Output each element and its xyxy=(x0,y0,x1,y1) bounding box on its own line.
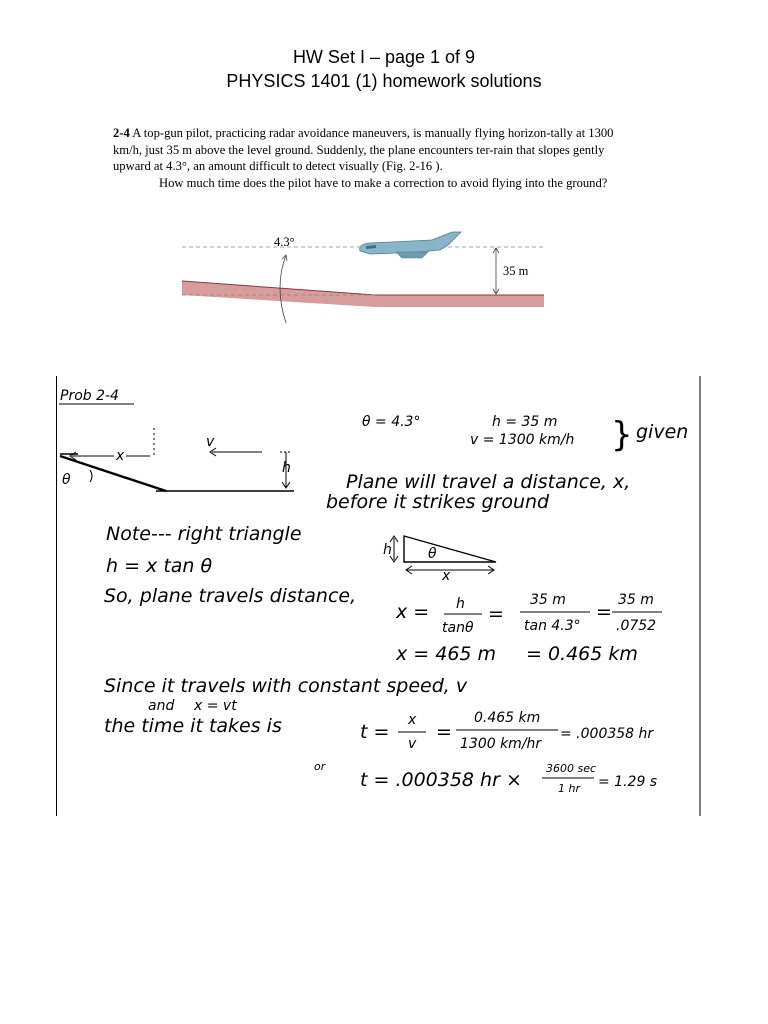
angle-label: 4.3° xyxy=(274,235,295,249)
svg-text:=: = xyxy=(488,603,504,625)
problem-question: How much time does the pilot have to make a correction to avoid flying into the ground? xyxy=(159,175,608,190)
equation-h: h = x tan θ xyxy=(106,555,213,577)
or-text: or xyxy=(314,760,326,773)
sketch-v: v xyxy=(206,434,215,450)
handwritten-solution xyxy=(56,376,701,816)
triangle-x: x xyxy=(442,568,451,584)
triangle-h: h xyxy=(383,542,392,558)
given-brace: } xyxy=(611,415,633,455)
t-result: = .000358 hr xyxy=(560,726,654,742)
t2-denominator: 1 hr xyxy=(558,782,580,795)
t2-numerator: 3600 sec xyxy=(546,762,597,775)
given-label: given xyxy=(636,421,689,443)
given-h: h = 35 m xyxy=(492,414,558,430)
fraction2-denominator: tan 4.3° xyxy=(524,618,581,634)
given-theta: θ = 4.3° xyxy=(362,414,421,430)
height-label: 35 m xyxy=(503,264,529,278)
problem-text: A top-gun pilot, practicing radar avoidance maneuvers, is manually flying horizon-tally at 1300 km/h, just 35 m above the level ground. Suddenly, the plane encounters ter-rain that slopes gently upward at 4.3°, an amount difficult to detect visually (Fig. 2-16 ). xyxy=(113,126,614,173)
fraction3-denominator: .0752 xyxy=(616,618,657,634)
given-v: v = 1300 km/h xyxy=(470,432,575,448)
svg-text:=: = xyxy=(596,601,612,623)
and-text: and xyxy=(148,698,175,714)
t2-lhs: t = .000358 hr × xyxy=(360,769,522,791)
page-header-line2: PHYSICS 1401 (1) homework solutions xyxy=(226,71,542,91)
t-fraction-denominator: v xyxy=(408,736,417,752)
x-equals: x = xyxy=(396,601,430,623)
x-km: = 0.465 km xyxy=(526,643,638,665)
fraction1-denominator: tanθ xyxy=(442,620,474,636)
t-equals: t = xyxy=(360,721,390,743)
airplane-icon xyxy=(360,232,461,258)
figure-drawing xyxy=(170,225,550,330)
sketch-theta: θ xyxy=(62,472,71,488)
svg-text:=: = xyxy=(436,721,452,743)
problem-number: 2-4 xyxy=(113,126,130,140)
note-text: Note--- right triangle xyxy=(106,523,302,545)
triangle-theta: θ xyxy=(428,546,437,562)
sketch-diagram xyxy=(60,428,294,491)
sketch-x: x xyxy=(116,448,125,464)
solution-title: Prob 2-4 xyxy=(60,388,119,404)
since-text: Since it travels with constant speed, v xyxy=(104,675,468,697)
fraction1-numerator: h xyxy=(456,596,465,612)
time-text: the time it takes is xyxy=(104,715,282,737)
problem-statement xyxy=(113,125,645,191)
fraction2-numerator: 35 m xyxy=(530,592,566,608)
t-fraction2-denominator: 1300 km/hr xyxy=(460,736,542,752)
t-fraction2-numerator: 0.465 km xyxy=(474,710,541,726)
solution-drawing xyxy=(56,376,701,816)
so-text: So, plane travels distance, xyxy=(104,585,357,607)
plane-travel-line2: before it strikes ground xyxy=(326,491,550,513)
plane-travel-line1: Plane will travel a distance, x, xyxy=(346,471,631,493)
t2-result: = 1.29 s xyxy=(598,774,658,790)
problem-figure xyxy=(170,225,550,330)
x-vt: x = vt xyxy=(194,698,237,714)
t-fraction-numerator: x xyxy=(408,712,417,728)
sketch-h: h xyxy=(282,460,291,476)
fraction3-numerator: 35 m xyxy=(618,592,654,608)
page-header-line1: HW Set I – page 1 of 9 xyxy=(292,47,476,67)
x-result: x = 465 m xyxy=(396,643,497,665)
